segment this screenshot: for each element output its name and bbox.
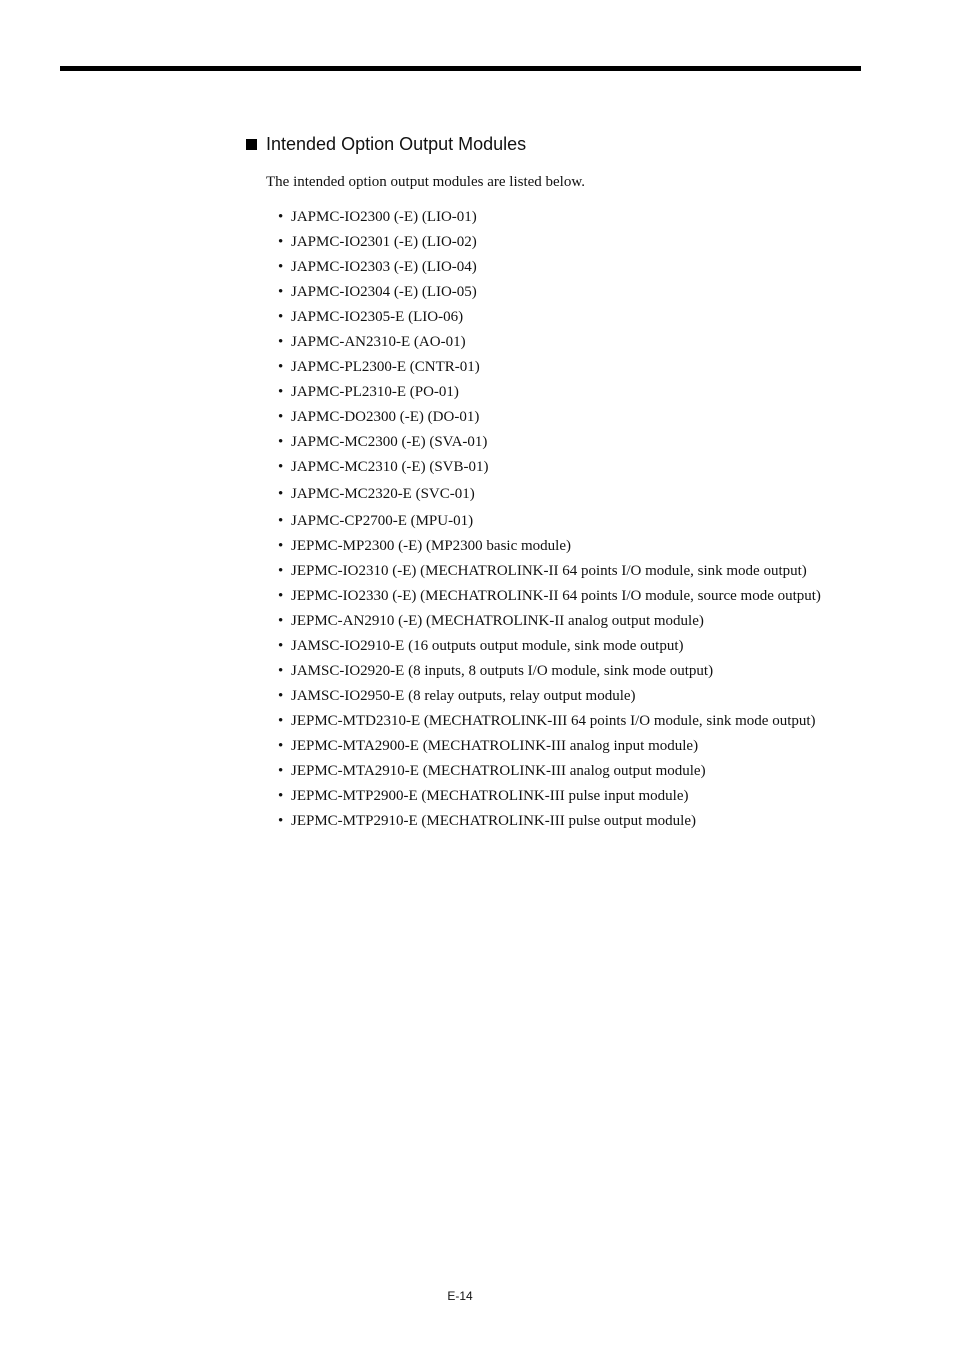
module-name: JAPMC-MC2320-E (SVC-01) bbox=[291, 486, 475, 502]
module-name: JAPMC-IO2303 (-E) (LIO-04) bbox=[291, 259, 477, 275]
list-item bbox=[278, 282, 821, 307]
bullet-icon: • bbox=[278, 486, 284, 502]
bullet-icon: • bbox=[278, 688, 284, 704]
list-item bbox=[278, 811, 821, 836]
list-item bbox=[278, 307, 821, 332]
bullet-icon: • bbox=[278, 334, 284, 350]
module-name: JAMSC-IO2920-E (8 inputs, 8 outputs I/O module, sink mode output) bbox=[291, 663, 714, 679]
module-name: JAMSC-IO2910-E (16 outputs output module, sink mode output) bbox=[291, 638, 684, 654]
module-name: JEPMC-MTA2900-E (MECHATROLINK-III analog input module) bbox=[291, 738, 699, 754]
bullet-icon: • bbox=[278, 763, 284, 779]
bullet-icon: • bbox=[278, 613, 284, 629]
list-item bbox=[278, 457, 821, 484]
module-name: JAPMC-MC2300 (-E) (SVA-01) bbox=[291, 434, 488, 450]
module-name: JAPMC-IO2301 (-E) (LIO-02) bbox=[291, 234, 477, 250]
bullet-icon: • bbox=[278, 259, 284, 275]
list-item bbox=[278, 232, 821, 257]
module-name: JAPMC-DO2300 (-E) (DO-01) bbox=[291, 409, 480, 425]
bullet-icon: • bbox=[278, 284, 284, 300]
bullet-icon: • bbox=[278, 738, 284, 754]
bullet-icon: • bbox=[278, 538, 284, 554]
module-name: JAPMC-CP2700-E (MPU-01) bbox=[291, 513, 474, 529]
bullet-icon: • bbox=[278, 309, 284, 325]
list-item bbox=[278, 761, 821, 786]
bullet-icon: • bbox=[278, 434, 284, 450]
section-heading-text: Intended Option Output Modules bbox=[266, 133, 527, 154]
list-item bbox=[278, 686, 821, 711]
module-name: JEPMC-MTA2910-E (MECHATROLINK-III analog output module) bbox=[291, 763, 706, 779]
module-name: JEPMC-MTP2900-E (MECHATROLINK-III pulse input module) bbox=[291, 788, 689, 804]
list-item bbox=[278, 382, 821, 407]
list-item bbox=[278, 736, 821, 761]
list-item bbox=[278, 586, 821, 611]
bullet-icon: • bbox=[278, 234, 284, 250]
bullet-icon: • bbox=[278, 513, 284, 529]
module-name: JAMSC-IO2950-E (8 relay outputs, relay output module) bbox=[291, 688, 636, 704]
module-name: JAPMC-PL2310-E (PO-01) bbox=[291, 384, 459, 400]
black-square-icon bbox=[246, 139, 257, 150]
list-item bbox=[278, 432, 821, 457]
module-name: JEPMC-MP2300 (-E) (MP2300 basic module) bbox=[291, 538, 571, 554]
list-item bbox=[278, 661, 821, 686]
module-name: JAPMC-AN2310-E (AO-01) bbox=[291, 334, 466, 350]
bullet-icon: • bbox=[278, 409, 284, 425]
bullet-icon: • bbox=[278, 713, 284, 729]
intro-paragraph: The intended option output modules are listed below. bbox=[266, 174, 585, 190]
list-item bbox=[278, 536, 821, 561]
module-name: JEPMC-IO2330 (-E) (MECHATROLINK-II 64 points I/O module, source mode output) bbox=[291, 588, 821, 604]
header-rule bbox=[60, 66, 861, 71]
bullet-icon: • bbox=[278, 563, 284, 579]
bullet-icon: • bbox=[278, 788, 284, 804]
list-item bbox=[278, 786, 821, 811]
module-name: JAPMC-IO2304 (-E) (LIO-05) bbox=[291, 284, 477, 300]
list-item bbox=[278, 711, 821, 736]
bullet-icon: • bbox=[278, 638, 284, 654]
module-name: JEPMC-IO2310 (-E) (MECHATROLINK-II 64 points I/O module, sink mode output) bbox=[291, 563, 807, 579]
list-item bbox=[278, 257, 821, 282]
module-name: JEPMC-MTP2910-E (MECHATROLINK-III pulse output module) bbox=[291, 813, 696, 829]
module-name: JEPMC-AN2910 (-E) (MECHATROLINK-II analog output module) bbox=[291, 613, 704, 629]
list-item bbox=[278, 407, 821, 432]
bullet-icon: • bbox=[278, 359, 284, 375]
module-name: JAPMC-IO2305-E (LIO-06) bbox=[291, 309, 464, 325]
module-name: JAPMC-MC2310 (-E) (SVB-01) bbox=[291, 459, 489, 475]
section-intended-output-modules bbox=[244, 132, 884, 829]
list-item bbox=[278, 611, 821, 636]
list-item bbox=[278, 357, 821, 382]
module-name: JAPMC-IO2300 (-E) (LIO-01) bbox=[291, 209, 477, 225]
list-item bbox=[278, 484, 821, 511]
bullet-icon: • bbox=[278, 813, 284, 829]
bullet-icon: • bbox=[278, 663, 284, 679]
list-item bbox=[278, 332, 821, 357]
module-list bbox=[278, 207, 821, 836]
module-name: JAPMC-PL2300-E (CNTR-01) bbox=[291, 359, 480, 375]
list-item bbox=[278, 561, 821, 586]
bullet-icon: • bbox=[278, 588, 284, 604]
list-item bbox=[278, 636, 821, 661]
bullet-icon: • bbox=[278, 209, 284, 225]
page-number: E-14 bbox=[447, 1289, 473, 1303]
section-heading bbox=[244, 132, 884, 156]
module-name: JEPMC-MTD2310-E (MECHATROLINK-III 64 points I/O module, sink mode output) bbox=[291, 713, 816, 729]
list-item bbox=[278, 207, 821, 232]
list-item bbox=[278, 511, 821, 536]
bullet-icon: • bbox=[278, 459, 284, 475]
bullet-icon: • bbox=[278, 384, 284, 400]
